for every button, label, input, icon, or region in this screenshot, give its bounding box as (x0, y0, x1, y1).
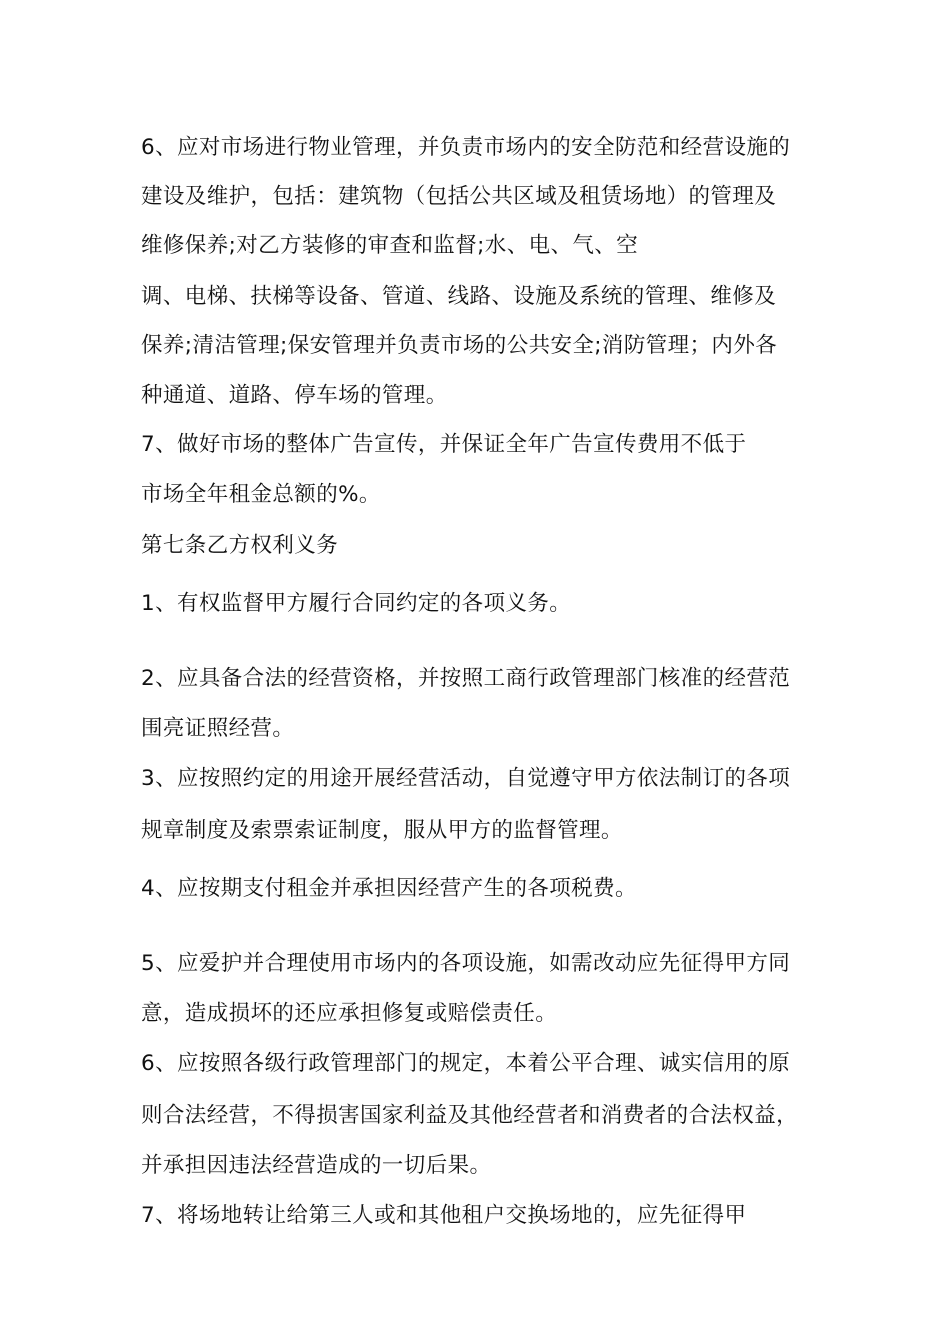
text-line: 6、应对市场进行物业管理，并负责市场内的安全防范和经营设施的 (141, 135, 791, 160)
text-line: 维修保养;对乙方装修的审查和监督;水、电、气、空 (141, 233, 639, 258)
text-line: 6、应按照各级行政管理部门的规定，本着公平合理、诚实信用的原 (141, 1051, 791, 1076)
text-line: 1、有权监督甲方履行合同约定的各项义务。 (141, 591, 572, 616)
text-line: 2、应具备合法的经营资格，并按照工商行政管理部门核准的经营范 (141, 666, 791, 691)
text-line: 7、做好市场的整体广告宣传，并保证全年广告宣传费用不低于 (141, 432, 747, 457)
text-line: 市场全年租金总额的%。 (141, 482, 381, 507)
text-line: 4、应按期支付租金并承担因经营产生的各项税费。 (141, 876, 637, 901)
text-line: 3、应按照约定的用途开展经营活动，自觉遵守甲方依法制订的各项 (141, 766, 791, 791)
text-line: 种通道、道路、停车场的管理。 (141, 383, 448, 408)
text-line: 并承担因违法经营造成的一切后果。 (141, 1153, 492, 1178)
text-line: 则合法经营，不得损害国家利益及其他经营者和消费者的合法权益， (141, 1103, 799, 1128)
text-line: 围亮证照经营。 (141, 716, 295, 741)
text-line: 意，造成损坏的还应承担修复或赔偿责任。 (141, 1001, 558, 1026)
text-line: 规章制度及索票索证制度，服从甲方的监督管理。 (141, 818, 623, 843)
section-heading: 第七条乙方权利义务 (141, 533, 339, 558)
text-line: 调、电梯、扶梯等设备、管道、线路、设施及系统的管理、维修及 (141, 284, 777, 309)
text-line: 建设及维护，包括：建筑物（包括公共区域及租赁场地）的管理及 (141, 184, 777, 209)
text-line: 7、将场地转让给第三人或和其他租户交换场地的，应先征得甲 (141, 1203, 747, 1228)
text-line: 5、应爱护并合理使用市场内的各项设施，如需改动应先征得甲方同 (141, 951, 791, 976)
text-line: 保养;清洁管理;保安管理并负责市场的公共安全;消防管理；内外各 (141, 333, 778, 358)
